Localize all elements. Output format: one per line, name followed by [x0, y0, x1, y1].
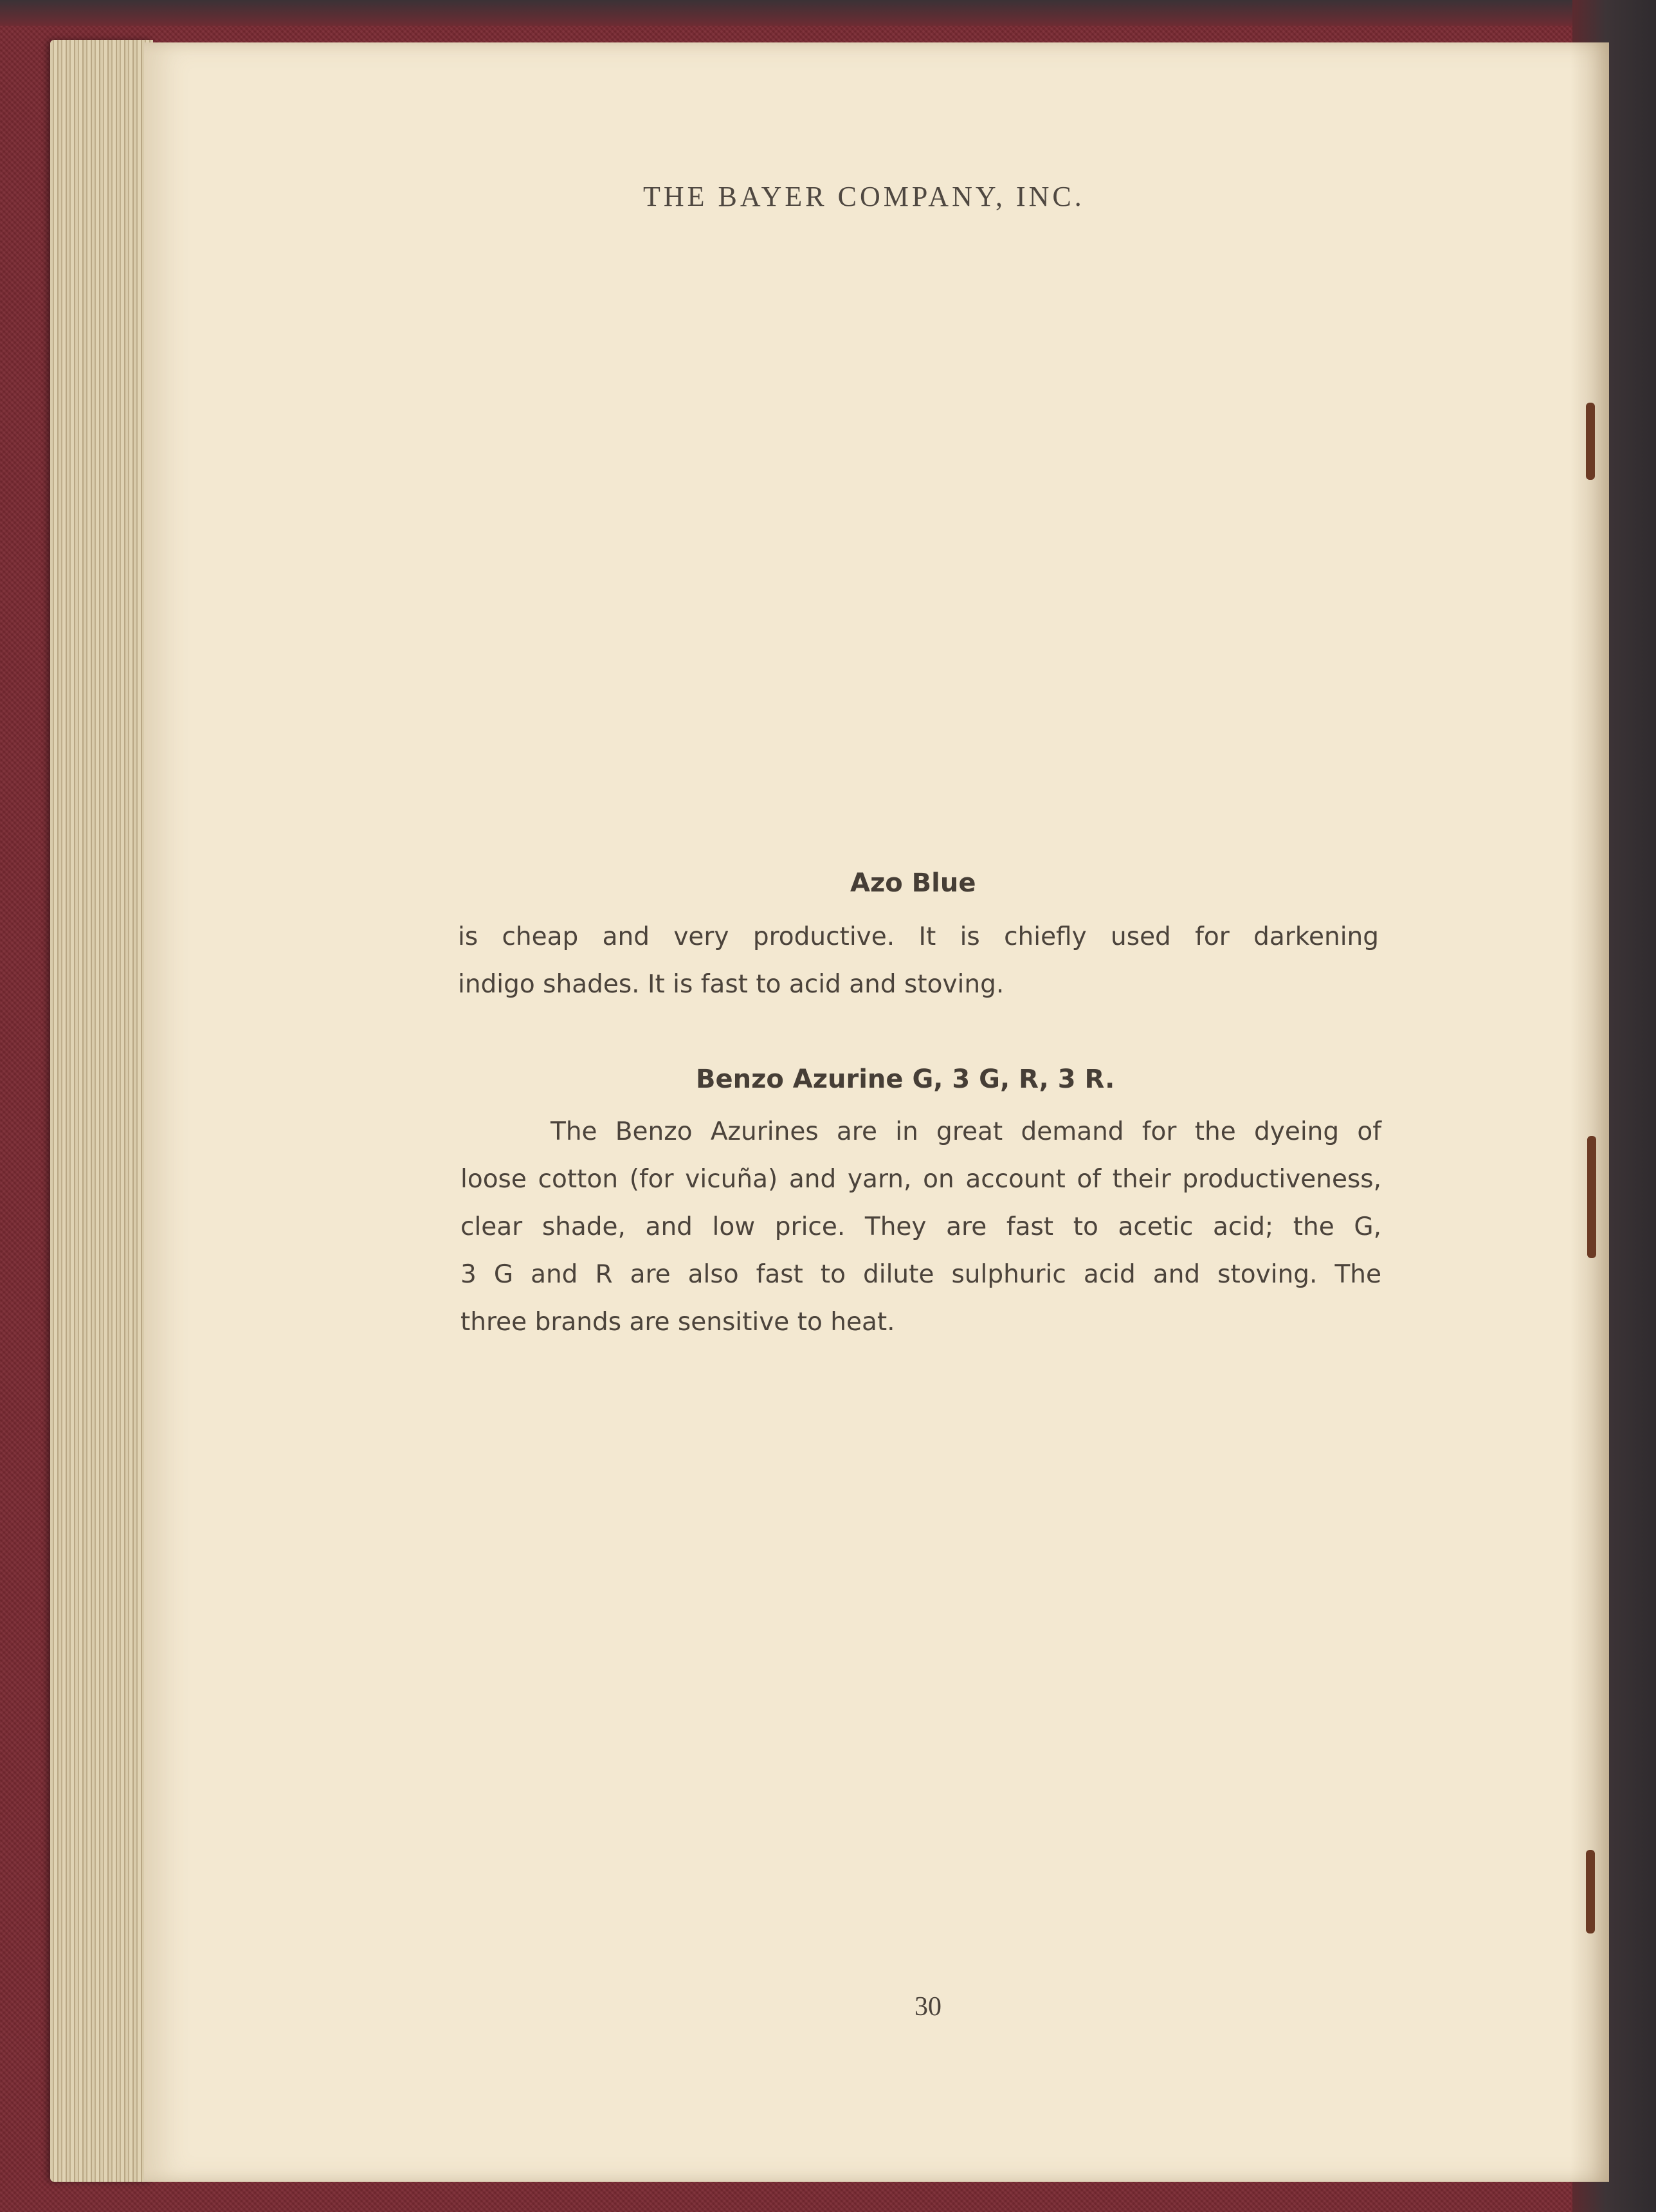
- text-line: indigo shades. It is fast to acid and stoving.: [458, 970, 1005, 999]
- text-line: The Benzo Azurines are in great demand for the dyeing of: [550, 1117, 1381, 1146]
- text-line: loose cotton (for vicuña) and yarn, on account of their productiveness,: [460, 1165, 1381, 1194]
- section-body-benzo-azurine: [460, 1108, 1381, 1346]
- text-line: 3 G and R are also fast to dilute sulphuric acid and stoving. The: [460, 1260, 1381, 1289]
- cover-top-edge: [0, 0, 1656, 26]
- page-tab-mark: [1586, 1850, 1595, 1933]
- section-heading-azo-blue: Azo Blue: [850, 868, 976, 898]
- text-line: three brands are sensitive to heat.: [460, 1308, 895, 1337]
- text-line: clear shade, and low price. They are fast to acetic acid; the G,: [460, 1212, 1381, 1241]
- section-body-azo-blue: [458, 913, 1379, 1009]
- running-title: THE BAYER COMPANY, INC.: [643, 181, 1085, 212]
- page-tab-mark: [1586, 403, 1595, 480]
- section-heading-benzo-azurine: Benzo Azurine G, 3 G, R, 3 R.: [696, 1065, 1115, 1094]
- page-edges-stack: [50, 40, 153, 2182]
- page-tab-mark: [1587, 1136, 1596, 1258]
- text-line: is cheap and very productive. It is chiefly used for darkening: [458, 922, 1379, 951]
- page-number: 30: [914, 1992, 942, 2022]
